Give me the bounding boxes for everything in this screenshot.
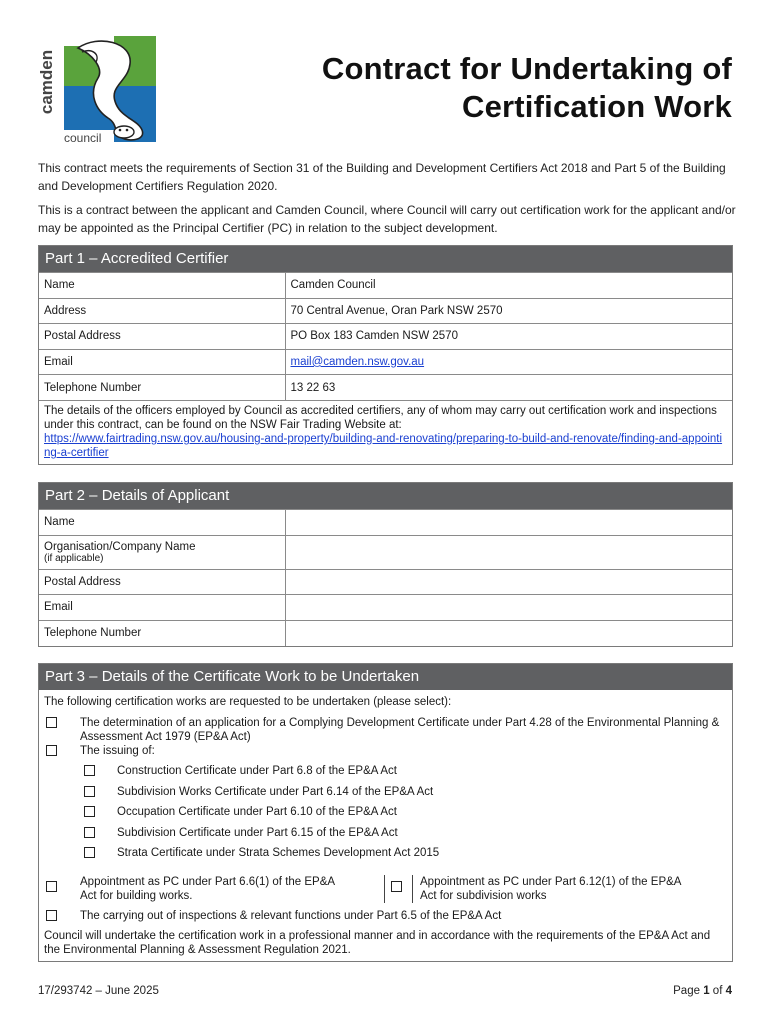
checkbox-subdivision-certificate[interactable]	[84, 827, 95, 838]
row-label: Email	[39, 595, 285, 621]
checkbox-pc-building[interactable]	[46, 881, 57, 892]
logo-wordmark-council: council	[64, 131, 102, 145]
org-label: Organisation/Company Name	[44, 540, 196, 553]
option-pc-building	[44, 875, 384, 903]
intro-paragraph-2: This is a contract between the applicant and Camden Council, where Council will carry out certification work for the applicant and/or may be appointed as the Principal Certifier (PC) in relation to the subject development.	[38, 203, 736, 235]
part2-heading: Part 2 – Details of Applicant	[39, 483, 732, 509]
checkbox-pc-subdivision[interactable]	[391, 881, 402, 892]
sub-option-strata	[44, 846, 727, 867]
row-label	[39, 535, 285, 569]
page-total: 4	[725, 985, 732, 997]
page-current: 1	[703, 985, 710, 997]
part3-intro: The following certification works are requested to be undertaken (please select):	[44, 696, 452, 708]
checkbox-cdc[interactable]	[46, 717, 57, 728]
email-cell	[285, 349, 732, 375]
page-number	[673, 985, 732, 997]
checkbox-inspections[interactable]	[46, 910, 57, 921]
row-label: Postal Address	[39, 324, 285, 350]
pc-appointment-options	[44, 875, 727, 903]
part1-accredited-certifier	[38, 245, 733, 465]
part1-heading: Part 1 – Accredited Certifier	[39, 246, 732, 272]
option-cdc	[44, 716, 727, 744]
checkbox-occupation-certificate[interactable]	[84, 806, 95, 817]
checkbox-subdivision-works-certificate[interactable]	[84, 786, 95, 797]
option-pc-subdivision	[384, 875, 694, 903]
table-row	[39, 273, 732, 299]
checkbox-issuing[interactable]	[46, 745, 57, 756]
sub-option-subdivision-works	[44, 785, 727, 806]
sub-option-label: Strata Certificate under Strata Schemes Development Act 2015	[117, 847, 440, 859]
page-of: of	[712, 985, 723, 997]
sub-option-occupation	[44, 805, 727, 826]
document-title	[322, 50, 732, 126]
part2-table	[39, 509, 732, 646]
option-inspections-label: The carrying out of inspections & relevant functions under Part 6.5 of the EP&A Act	[80, 909, 502, 922]
row-value: Camden Council	[285, 273, 732, 299]
row-label: Email	[39, 349, 285, 375]
option-cdc-label: The determination of an application for a Complying Development Certificate under Part 4.28 of the Environmental Planning & Assessment Act 1979 (EP&A Act)	[80, 717, 720, 743]
option-pc-subdivision-label: Appointment as PC under Part 6.12(1) of the EP&A Act for subdivision works	[412, 875, 694, 903]
certifier-note-text: The details of the officers employed by Council as accredited certifiers, any of whom may carry out certification work and inspections under this contract, can be found on the NSW Fair Trading Website at:	[44, 405, 717, 431]
row-label: Telephone Number	[39, 375, 285, 401]
row-label: Postal Address	[39, 569, 285, 595]
title-line-1: Contract for Undertaking of	[321, 51, 732, 86]
table-row	[39, 595, 732, 621]
table-row	[39, 324, 732, 350]
option-issuing-label: The issuing of:	[80, 745, 155, 757]
title-line-2: Certification Work	[461, 89, 732, 124]
page-word: Page	[673, 985, 700, 997]
sub-option-label: Occupation Certificate under Part 6.10 of the EP&A Act	[117, 806, 397, 818]
sub-option-label: Construction Certificate under Part 6.8 of the EP&A Act	[117, 765, 397, 777]
organisation-field[interactable]	[285, 535, 732, 569]
option-pc-building-label: Appointment as PC under Part 6.6(1) of the EP&A Act for building works.	[80, 875, 335, 902]
certifier-note	[39, 400, 732, 464]
part3-closing: Council will undertake the certification work in a professional manner and in accordance with the requirements of the EP&A Act and the Environmental Planning & Assessment Regulation 2021.	[44, 929, 711, 956]
table-row	[39, 298, 732, 324]
table-row	[39, 375, 732, 401]
option-issuing	[44, 744, 727, 758]
sub-option-subdivision	[44, 826, 727, 847]
checkbox-construction-certificate[interactable]	[84, 765, 95, 776]
postal-address-field[interactable]	[285, 569, 732, 595]
applicant-name-field[interactable]	[285, 510, 732, 536]
sub-option-construction	[44, 764, 727, 785]
row-label: Address	[39, 298, 285, 324]
row-label: Telephone Number	[39, 620, 285, 646]
sub-option-label: Subdivision Works Certificate under Part 6.14 of the EP&A Act	[117, 785, 434, 798]
sub-option-label: Subdivision Certificate under Part 6.15 of the EP&A Act	[117, 826, 398, 839]
fair-trading-link[interactable]: https://www.fairtrading.nsw.gov.au/housing-and-property/building-and-renovating/preparing-to-build-and-renovate/finding-and-appointing-a-certifier	[44, 433, 723, 459]
table-row	[39, 620, 732, 646]
platypus-logo-graphic	[38, 34, 160, 146]
part1-table	[39, 272, 732, 400]
checkbox-strata-certificate[interactable]	[84, 847, 95, 858]
camden-council-logo	[38, 34, 160, 146]
row-value: 13 22 63	[285, 375, 732, 401]
email-field[interactable]	[285, 595, 732, 621]
table-row	[39, 349, 732, 375]
telephone-field[interactable]	[285, 620, 732, 646]
table-row	[39, 510, 732, 536]
row-value: 70 Central Avenue, Oran Park NSW 2570	[285, 298, 732, 324]
option-inspections	[44, 909, 727, 923]
table-row	[39, 569, 732, 595]
row-label: Name	[39, 273, 285, 299]
document-reference: 17/293742 – June 2025	[38, 985, 159, 997]
intro-paragraph-1: This contract meets the requirements of Section 31 of the Building and Development Certifiers Act 2018 and Part 5 of the Building and Development Certifiers Regulation 2020.	[38, 161, 726, 193]
email-link[interactable]: mail@camden.nsw.gov.au	[290, 355, 425, 368]
row-value: PO Box 183 Camden NSW 2570	[285, 324, 732, 350]
part3-heading: Part 3 – Details of the Certificate Work to be Undertaken	[39, 664, 732, 690]
part3-certificate-work	[38, 663, 733, 962]
org-label-note: (if applicable)	[44, 552, 104, 564]
part3-body	[39, 690, 732, 961]
row-label: Name	[39, 510, 285, 536]
part2-applicant-details	[38, 482, 733, 647]
logo-wordmark-camden: camden	[38, 49, 56, 115]
table-row	[39, 535, 732, 569]
